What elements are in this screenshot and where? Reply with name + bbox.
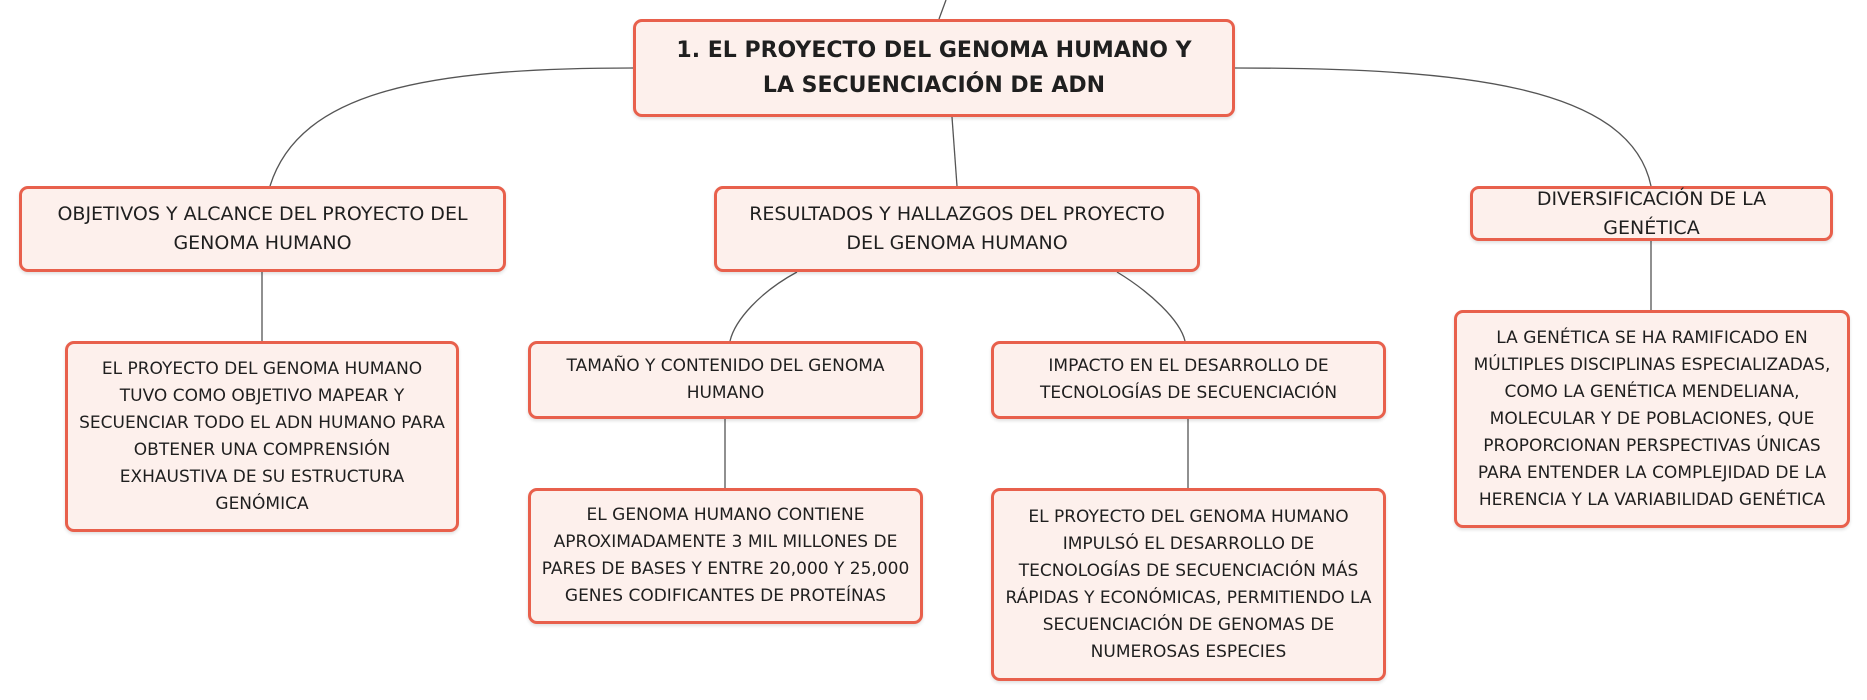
root-topic-node[interactable] [633,19,1235,117]
subtopic-text-tamano-description: EL GENOMA HUMANO CONTIENE APROXIMADAMENTE 3 MIL MILLONES DE PARES DE BASES Y ENTRE 20,000 Y 25,000 GENES CODIFICANTES DE PROTEÍNAS [541,505,910,606]
subtopic-node-tamano[interactable] [528,341,923,419]
subtopic-text-impacto-description: EL PROYECTO DEL GENOMA HUMANO IMPULSÓ EL DESARROLLO DE TECNOLOGÍAS DE SECUENCIACIÓN MÁS RÁPIDAS Y ECONÓMICAS, PERMITIENDO LA SECUENCIACIÓN DE GENOMAS DE NUMEROSAS ESPECIES [1005,506,1372,662]
topic-node-resultados[interactable] [714,186,1200,272]
subtopic-node-impacto[interactable] [991,341,1386,419]
topic-title-objetivos: OBJETIVOS Y ALCANCE DEL PROYECTO DEL GENOMA HUMANO [57,203,468,254]
subtopic-node-impacto-description[interactable] [991,488,1386,681]
topic-title-resultados: RESULTADOS Y HALLAZGOS DEL PROYECTO DEL GENOMA HUMANO [749,203,1165,254]
subtopic-node-tamano-description[interactable] [528,488,923,624]
connector-root-resultados [952,117,957,186]
connector-incoming-root [939,0,946,19]
connector-root-objetivos [270,68,633,186]
subtopic-node-diversificacion-description[interactable] [1454,310,1850,528]
subtopic-text-objetivos-description: EL PROYECTO DEL GENOMA HUMANO TUVO COMO OBJETIVO MAPEAR Y SECUENCIAR TODO EL ADN HUMANO PARA OBTENER UNA COMPRENSIÓN EXHAUSTIVA DE SU ESTRUCTURA GENÓMICA [79,358,445,514]
topic-node-objetivos[interactable] [19,186,506,272]
subtopic-node-objetivos-description[interactable] [65,341,459,532]
connector-resultados-tamano [730,272,797,341]
connector-resultados-impacto [1117,272,1185,341]
connector-root-diversificacion [1235,68,1651,186]
topic-title-diversificacion: DIVERSIFICACIÓN DE LA GENÉTICA [1536,187,1767,239]
root-topic-title: 1. EL PROYECTO DEL GENOMA HUMANO Y LA SECUENCIACIÓN DE ADN [676,38,1192,98]
subtopic-text-diversificacion-description: LA GENÉTICA SE HA RAMIFICADO EN MÚLTIPLES DISCIPLINAS ESPECIALIZADAS, COMO LA GENÉTICA MENDELIANA, MOLECULAR Y DE POBLACIONES, QUE PROPORCIONAN PERSPECTIVAS ÚNICAS PARA ENTENDER LA COMPLEJIDAD DE LA HERENCIA Y LA VARIABILIDAD GENÉTICA [1473,327,1831,510]
subtopic-title-impacto: IMPACTO EN EL DESARROLLO DE TECNOLOGÍAS DE SECUENCIACIÓN [1039,356,1338,403]
topic-node-diversificacion[interactable] [1470,186,1833,241]
subtopic-title-tamano: TAMAÑO Y CONTENIDO DEL GENOMA HUMANO [566,356,885,403]
